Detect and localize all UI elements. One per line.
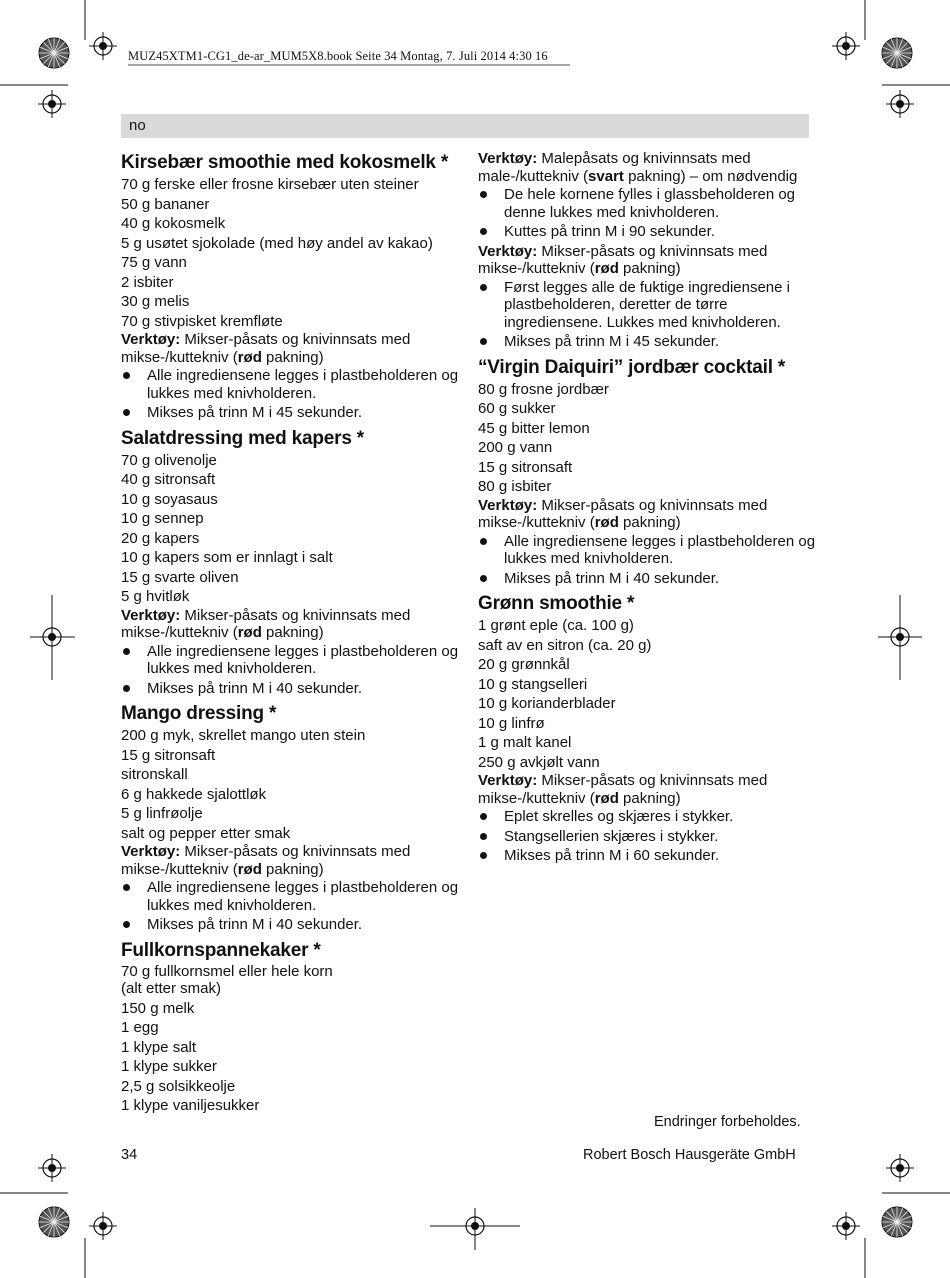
ingredient: 200 g myk, skrellet mango uten stein [121,727,366,744]
step-item [478,847,818,865]
seal-color: rød [594,789,619,807]
step-item [121,404,466,422]
step-item [121,916,466,934]
tool-line [121,331,466,366]
ingredient: 40 g kokosmelk [121,215,226,232]
step-text: De hele kornene fylles i glassbeholderen og denne lukkes med knivholderen. [504,186,796,221]
step-item [121,879,466,914]
ingredient: 70 g ferske eller frosne kirsebær uten steiner [121,176,419,193]
step-text: Eplet skrelles og skjæres i stykker. [504,808,734,825]
bullet-icon [480,284,487,291]
tool-text: Mikser-påsats og knivinnsats med mikse-/kuttekniv ( [478,772,768,807]
bullet-icon [480,852,487,859]
step-item [478,828,818,846]
bullet-icon [480,338,487,345]
tool-text: pakning) [618,789,681,807]
tool-text: Mikser-påsats og knivinnsats med mikse-/kuttekniv ( [121,331,411,366]
tool-label: Verktøy: [121,331,181,348]
step-list [121,367,466,422]
recipe-title: Grønn smoothie * [478,593,635,614]
ingredient: 45 g bitter lemon [478,419,590,437]
bullet-icon [480,228,487,235]
bullet-icon [123,685,130,692]
ingredient: 1 grønt eple (ca. 100 g) [478,617,634,634]
step-list [478,533,818,588]
step-item [121,680,466,698]
tool-text: pakning) [261,860,324,878]
ingredient: 70 g fullkornsmel eller hele korn [121,962,333,980]
step-item [478,279,818,332]
ingredient: 10 g stangselleri [478,675,588,693]
step-list [478,808,818,865]
print-header: MUZ45XTM1-CG1_de-ar_MUM5X8.book Seite 34 Montag, 7. Juli 2014 4:30 16 [128,49,548,63]
ingredient: 15 g svarte oliven [121,568,239,586]
tool-line [478,772,818,807]
step-list [121,643,466,698]
ingredient: 5 g hvitløk [121,588,190,605]
tool-text: Mikser-påsats og knivinnsats med mikse-/kuttekniv ( [478,242,768,277]
tool-label: Verktøy: [121,606,181,624]
seal-color: rød [237,624,262,641]
ingredient: 1 klype salt [121,1038,197,1056]
ingredient: 20 g kapers [121,529,200,547]
step-text: Mikses på trinn M i 45 sekunder. [504,333,720,350]
recipe [121,938,466,1116]
recipe-title: Fullkornspannekaker * [121,939,321,961]
ingredient: 6 g hakkede sjalottløk [121,785,267,803]
ingredient: 2,5 g solsikkeolje [121,1077,236,1095]
tool-label: Verktøy: [121,843,181,860]
bullet-icon [123,921,130,928]
ingredient: 40 g sitronsaft [121,471,216,488]
ingredient: 10 g linfrø [478,714,545,732]
tool-label: Verktøy: [478,772,538,789]
step-item [121,643,466,678]
ingredient: 2 isbiter [121,273,174,291]
tool-text: pakning) [261,348,324,366]
bullet-icon [123,372,130,379]
recipe-title: Salatdressing med kapers * [121,427,364,449]
tool-text: Mikser-påsats og knivinnsats med mikse-/kuttekniv ( [121,843,411,878]
ingredient: 1 g malt kanel [478,734,572,751]
tool-label: Verktøy: [478,150,538,167]
tool-line [478,243,818,278]
bullet-icon [123,884,130,891]
step-text: Først legges alle de fuktige ingrediensene i plastbeholderen, deretter de tørre ingrediensene. Lukkes med knivholderen. [504,278,790,331]
step-list [478,186,818,241]
seal-color: rød [594,514,619,531]
right-column [478,150,818,869]
step-item [478,333,818,351]
bullet-icon [480,575,487,582]
company-name: Robert Bosch Hausgeräte GmbH [583,1147,796,1163]
step-list [121,879,466,934]
bullet-icon [123,409,130,416]
ingredient: 10 g korianderblader [478,695,616,712]
ingredient: 30 g melis [121,293,190,310]
tool-line [121,607,466,642]
ingredient: 1 egg [121,1019,159,1036]
ingredient: 150 g melk [121,999,195,1017]
step-text: Mikses på trinn M i 45 sekunder. [147,404,363,421]
ingredient: 250 g avkjølt vann [478,753,600,771]
step-text: Mikses på trinn M i 40 sekunder. [147,679,363,697]
tool-text: pakning) [618,514,681,531]
seal-color: rød [594,260,619,277]
bullet-icon [480,191,487,198]
ingredient: 20 g grønnkål [478,656,570,673]
bullet-icon [480,813,487,820]
step-item [478,533,818,568]
tool-text: pakning) [618,260,681,277]
recipe-title: Mango dressing * [121,703,277,724]
tool-text: Malepåsats og knivinnsats med male-/kuttekniv ( [478,150,751,185]
step-text: Mikses på trinn M i 40 sekunder. [147,916,363,933]
step-text: Alle ingrediensene legges i plastbeholderen og lukkes med knivholderen. [147,879,459,914]
step-item [478,570,818,588]
recipe [478,355,818,588]
left-column [121,150,466,1120]
step-text: Alle ingrediensene legges i plastbeholderen og lukkes med knivholderen. [147,642,459,677]
ingredient: saft av en sitron (ca. 20 g) [478,636,652,654]
ingredient: 15 g sitronsaft [478,458,573,476]
tool-label: Verktøy: [478,496,538,514]
seal-color: rød [237,348,262,366]
step-item [478,223,818,241]
tool-text: Mikser-påsats og knivinnsats med mikse-/kuttekniv ( [478,496,768,531]
language-bar [121,114,809,138]
recipe [121,701,466,934]
ingredient: salt og pepper etter smak [121,824,291,842]
ingredient: (alt etter smak) [121,980,222,997]
seal-color: rød [237,860,262,878]
ingredient: 70 g olivenolje [121,451,217,469]
tool-text: pakning) – om nødvendig [623,167,798,185]
ingredient: 10 g kapers som er innlagt i salt [121,549,333,566]
recipe [478,591,818,865]
ingredient: 1 klype sukker [121,1058,217,1075]
tool-line [478,150,818,185]
tool-text: pakning) [261,624,324,641]
ingredient: 10 g soyasaus [121,490,218,508]
ingredient: 80 g isbiter [478,478,552,495]
bullet-icon [123,648,130,655]
tool-label: Verktøy: [478,242,538,260]
footer-note: Endringer forbeholdes. [654,1114,801,1130]
bullet-icon [480,538,487,545]
recipe-title: Kirsebær smoothie med kokosmelk * [121,152,449,173]
ingredient: 50 g bananer [121,195,210,213]
step-text: Mikses på trinn M i 60 sekunder. [504,847,720,864]
page-number: 34 [121,1147,138,1163]
ingredient: 5 g usøtet sjokolade (med høy andel av kakao) [121,234,433,252]
step-list [478,279,818,351]
ingredient: 60 g sukker [478,400,556,417]
step-item [478,186,818,221]
step-text: Alle ingrediensene legges i plastbeholderen og lukkes med knivholderen. [147,367,459,402]
bullet-icon [480,833,487,840]
ingredient: 10 g sennep [121,510,204,527]
language-code: no [129,117,146,134]
step-text: Stangsellerien skjæres i stykker. [504,827,719,845]
ingredient: 15 g sitronsaft [121,746,216,764]
recipe [121,150,466,422]
step-item [121,367,466,402]
step-item [478,808,818,826]
tool-line [478,497,818,532]
ingredient: sitronskall [121,766,188,783]
seal-color: svart [588,167,624,185]
recipe-title: “Virgin Daiquiri” jordbær cocktail * [478,356,786,378]
ingredient: 75 g vann [121,254,187,271]
ingredient: 1 klype vaniljesukker [121,1097,260,1114]
step-text: Kuttes på trinn M i 90 sekunder. [504,223,715,240]
step-text: Mikses på trinn M i 40 sekunder. [504,569,720,587]
ingredient: 5 g linfrøolje [121,805,203,822]
ingredient: 80 g frosne jordbær [478,380,609,398]
recipe-continuation [478,150,818,351]
step-text: Alle ingrediensene legges i plastbeholderen og lukkes med knivholderen. [504,532,816,567]
ingredient: 200 g vann [478,439,553,456]
tool-line [121,843,466,878]
tool-text: Mikser-påsats og knivinnsats med mikse-/kuttekniv ( [121,606,411,641]
recipe [121,426,466,698]
ingredient: 70 g stivpisket kremfløte [121,312,283,330]
